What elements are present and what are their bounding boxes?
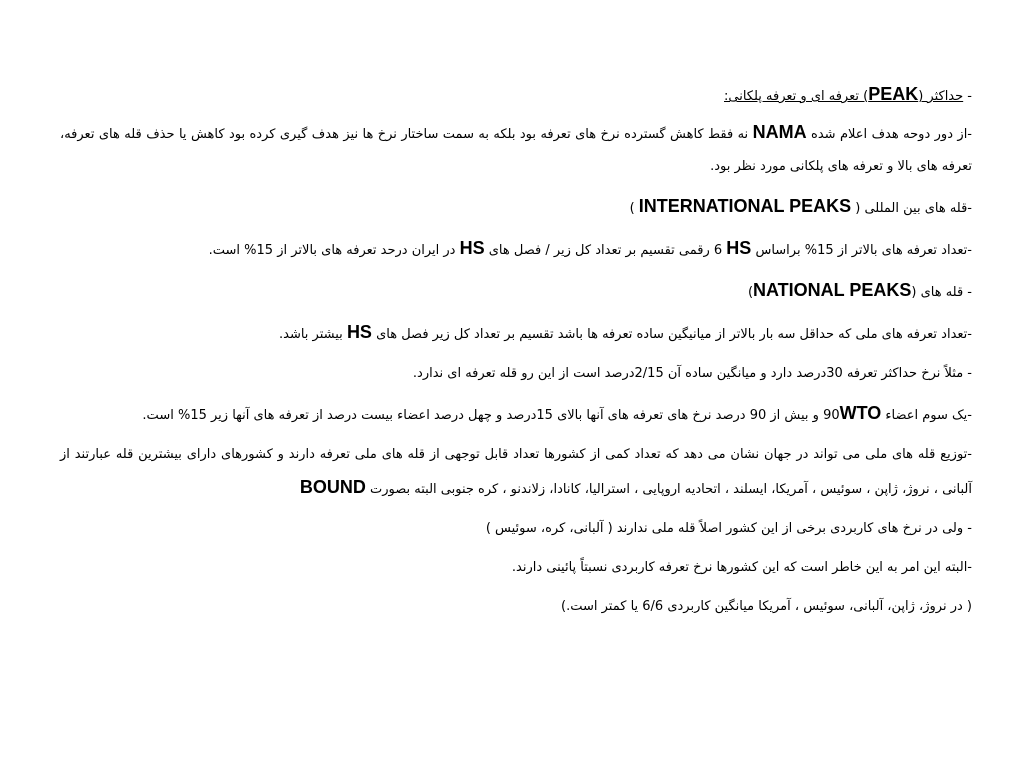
- peak-heading: [60, 78, 972, 113]
- example-paragraph: [60, 358, 972, 390]
- text-run: ): [747, 285, 754, 300]
- text-run: -تعداد تعرفه های بالاتر از 15% براساس: [751, 243, 972, 258]
- text-run: در ایران درحد تعرفه های بالاتر از 15% است.: [208, 243, 460, 258]
- text-run: - قله های (: [911, 285, 972, 300]
- applied-rates-paragraph: [60, 513, 972, 545]
- slide-content: [60, 78, 972, 630]
- latin-term: NATIONAL PEAKS: [753, 280, 912, 300]
- text-run: - مثلاً نرخ حداکثر تعرفه 30درصد دارد و میانگین ساده آن 2/15درصد است از این رو قله تعرفه ای ندارد.: [412, 366, 972, 381]
- text-run: -از دور دوحه هدف اعلام شده: [806, 127, 973, 142]
- text-run: ) تعرفه ای و تعرفه پلکانی:: [724, 89, 869, 104]
- text-run: -قله های بین المللی (: [851, 201, 972, 216]
- international-peaks-heading: [60, 190, 972, 225]
- text-run: ): [629, 201, 639, 216]
- latin-term: INTERNATIONAL PEAKS: [638, 196, 852, 216]
- latin-term: HS: [346, 322, 372, 342]
- nama-doha-paragraph: [60, 116, 972, 183]
- text-run: -: [963, 89, 972, 104]
- text-run: -توزیع قله های ملی می تواند در جهان نشان می دهد که تعداد کمی از کشورها تعداد قابل توجهی از قله های ملی تعرفه دارند و کشورهای دارای بیشترین قله عبارتند از آلبانی ، نروژ، ژاپن ، سوئیس ، آمریکا، ایسلند ، اتحادیه اروپایی ، استرالیا، کانادا، زلاندنو ، کره جنوبی البته بصورت: [60, 447, 972, 497]
- latin-term: NAMA: [752, 122, 807, 142]
- text-run: حداکثر (: [918, 89, 964, 104]
- text-run: 6 رقمی تقسیم بر تعداد کل زیر / فصل های: [484, 243, 727, 258]
- text-run: -یک سوم اعضاء: [881, 408, 972, 423]
- national-peaks-heading: [60, 274, 972, 309]
- text-run: -البته این امر به این خاطر است که این کشورها نرخ تعرفه کاربردی نسبتاً پائینی دارند.: [511, 560, 972, 575]
- latin-term: BOUND: [299, 477, 366, 497]
- hs-count-paragraph: [60, 232, 972, 267]
- average-paragraph: [60, 591, 972, 623]
- text-run: -تعداد تعرفه های ملی که حداقل سه بار بالاتر از میانیگین ساده تعرفه ها باشد تقسیم بر تعداد کل زیر فصل های: [371, 327, 972, 342]
- text-run: ( در نروژ، ژاپن، آلبانی، سوئیس ، آمریکا میانگین کاربردی 6/6 یا کمتر است.): [561, 599, 972, 614]
- three-times-average-paragraph: [60, 316, 972, 351]
- latin-term: HS: [726, 238, 752, 258]
- text-run: - ولی در نرخ های کاربردی برخی از این کشور اصلاً قله ملی ندارند ( آلبانی، کره، سوئیس ): [485, 521, 972, 536]
- latin-term: WTO: [839, 403, 882, 423]
- latin-term: HS: [459, 238, 485, 258]
- text-run: بیشتر باشد.: [279, 327, 347, 342]
- low-applied-paragraph: [60, 552, 972, 584]
- latin-term: PEAK: [868, 84, 919, 104]
- text-run: 90 و بیش از 90 درصد نرخ های تعرفه های آنها بالای 15درصد و چهل درصد اعضاء بیست درصد از تعرفه های آنها زیر 15% است.: [142, 408, 840, 423]
- distribution-paragraph: [60, 439, 972, 506]
- wto-members-paragraph: [60, 397, 972, 432]
- text-run: نه فقط کاهش گسترده نرخ های تعرفه بود بلکه به سمت ساختار نرخ ها نیز هدف گیری کرده بود کاهش یا حذف قله های تعرفه، تعرفه های بالا و تعرفه های پلکانی مورد نظر بود.: [60, 127, 972, 174]
